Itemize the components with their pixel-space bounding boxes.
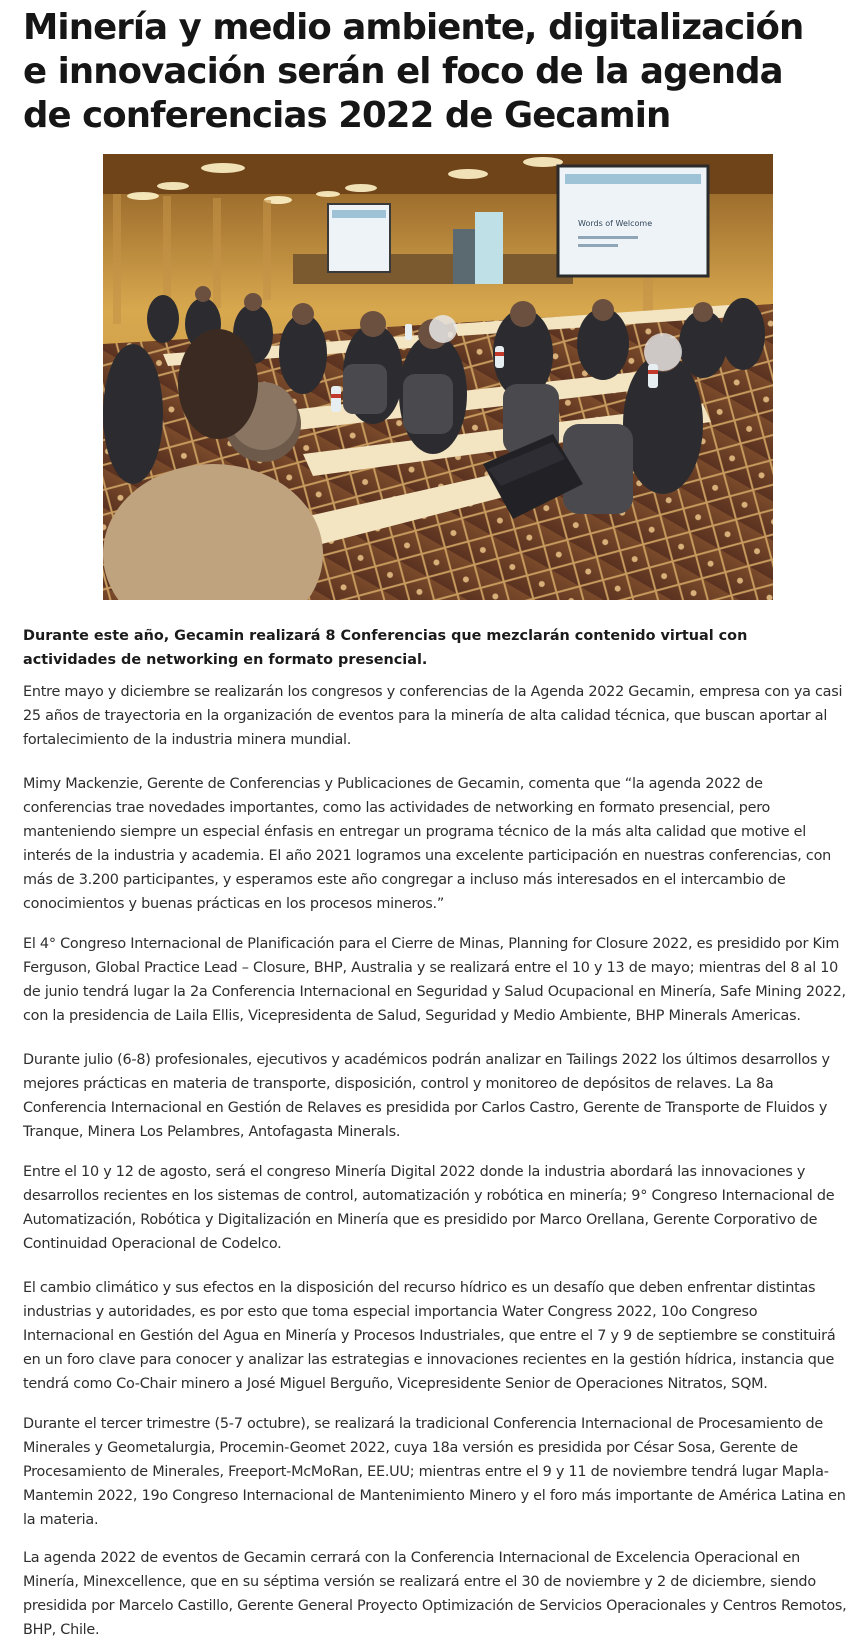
- article-paragraph: Entre el 10 y 12 de agosto, será el congreso Minería Digital 2022 donde la industria abordará las innovaciones y desarrollos recientes en los sistemas de control, automatización y robótica en minería; 9° Congreso Internacional de Automatización, Robótica y Digitalización en Minería que es presidido por Marco Orellana, Gerente Corporativo de Continuidad Operacional de Codelco.: [23, 1164, 835, 1252]
- article-paragraph: Durante julio (6-8) profesionales, ejecutivos y académicos podrán analizar en Tailings 2022 los últimos desarrollos y mejores prácticas en materia de transporte, disposición, control y monitoreo de depósitos de relaves. La 8a Conferencia Internacional en Gestión de Relaves es presidida por Carlos Castro, Gerente de Transporte de Fluidos y Tranque, Minera Los Pelambres, Antofagasta Minerals.: [23, 1052, 830, 1140]
- article-paragraph: El cambio climático y sus efectos en la disposición del recurso hídrico es un desafío que deben enfrentar distintas industrias y autoridades, es por esto que toma especial importancia Water Congress 2022, 10o Congreso Internacional en Gestión del Agua en Minería y Procesos Industriales, que entre el 7 y 9 de septiembre se constituirá en un foro clave para conocer y analizar las estrategias e innovaciones recientes en la gestión hídrica, instancia que tendrá como Co-Chair minero a José Miguel Berguño, Vicepresidente Senior de Operaciones Nitratos, SQM.: [23, 1280, 836, 1392]
- article-lead: Durante este año, Gecamin realizará 8 Conferencias que mezclarán contenido virtual con actividades de networking en formato presencial.: [23, 628, 748, 668]
- article-paragraph: Durante el tercer trimestre (5-7 octubre), se realizará la tradicional Conferencia Internacional de Procesamiento de Minerales y Geometalurgia, Procemin-Geomet 2022, cuya 18a versión es presidida por César Sosa, Gerente de Procesamiento de Minerales, Freeport-McMoRan, EE.UU; mientras entre el 9 y 11 de noviembre tendrá lugar Mapla-Mantemin 2022, 19o Congreso Internacional de Mantenimiento Minero y el foro más importante de América Latina en la materia.: [23, 1416, 846, 1528]
- screen-right-title: Words of Welcome: [578, 219, 653, 228]
- article-paragraph: La agenda 2022 de eventos de Gecamin cerrará con la Conferencia Internacional de Excelencia Operacional en Minería, Minexcellence, que en su séptima versión se realizará entre el 30 de noviembre y 2 de diciembre, siendo presidida por Marcelo Castillo, Gerente General Proyecto Optimización de Servicios Operacionales y Centros Remotos, BHP, Chile.: [23, 1550, 847, 1638]
- article-title: Minería y medio ambiente, digitalización e innovación serán el foco de la agenda de conferencias 2022 de Gecamin: [23, 7, 804, 136]
- article-paragraph: Entre mayo y diciembre se realizarán los congresos y conferencias de la Agenda 2022 Gecamin, empresa con ya casi 25 años de trayectoria en la organización de eventos para la minería de alta calidad técnica, que buscan aportar al fortalecimiento de la industria minera mundial.: [23, 684, 843, 748]
- article-paragraph: El 4° Congreso Internacional de Planificación para el Cierre de Minas, Planning for Closure 2022, es presidido por Kim Ferguson, Global Practice Lead – Closure, BHP, Australia y se realizará entre el 10 y 13 de mayo; mientras del 8 al 10 de junio tendrá lugar la 2a Conferencia Internacional en Seguridad y Salud Ocupacional en Minería, Safe Mining 2022, con la presidencia de Laila Ellis, Vicepresidenta de Salud, Seguridad y Medio Ambiente, BHP Minerals Americas.: [23, 936, 846, 1024]
- article-paragraph: Mimy Mackenzie, Gerente de Conferencias y Publicaciones de Gecamin, comenta que “la agenda 2022 de conferencias trae novedades importantes, como las actividades de networking en formato presencial, pero manteniendo siempre un especial énfasis en entregar un programa técnico de la más alta calidad que motive el interés de la industria y academia. El año 2021 logramos una excelente participación en nuestras conferencias, con más de 3.200 participantes, y esperamos este año congregar a incluso más interesados en el intercambio de conocimientos y buenas prácticas en los procesos mineros.”: [23, 776, 831, 912]
- conference-photo: [103, 154, 773, 600]
